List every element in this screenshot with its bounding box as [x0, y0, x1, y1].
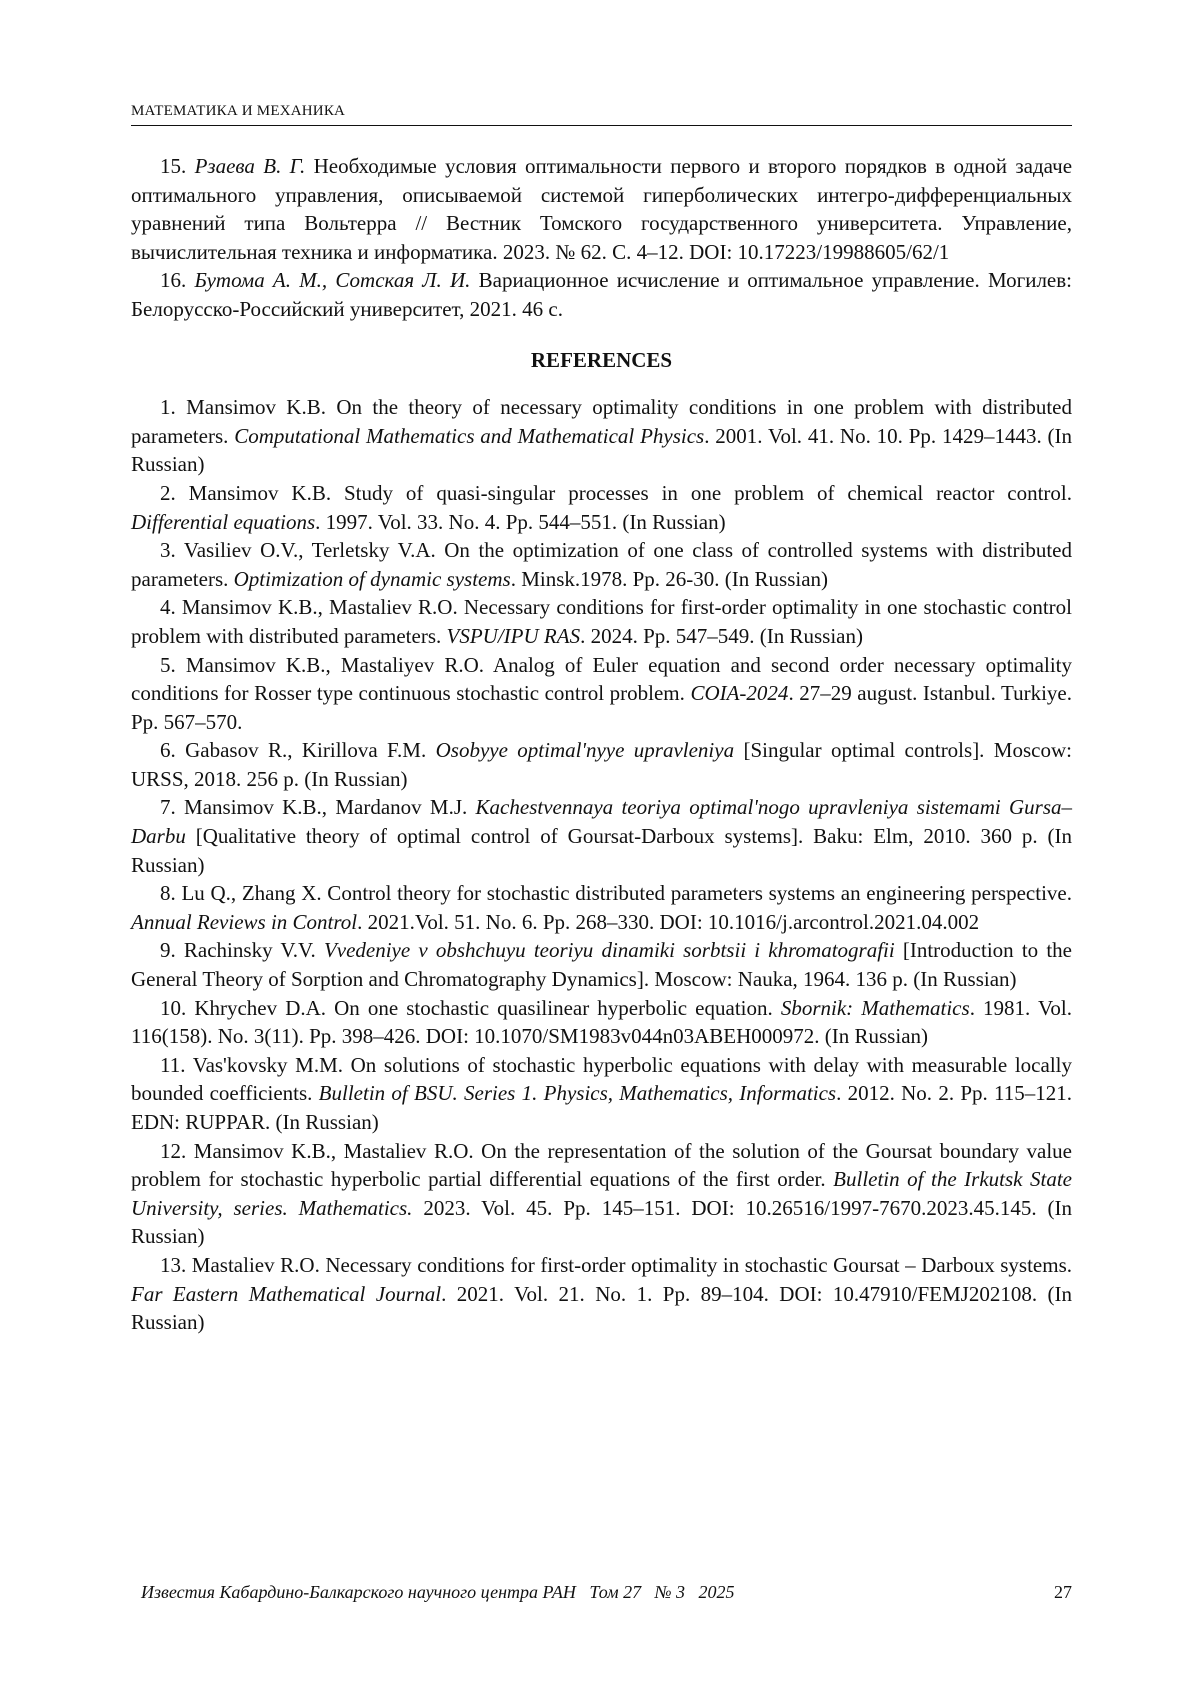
ref-source: Sbornik: Mathematics: [780, 995, 970, 1020]
ref-details: [Singular optimal controls]. Moscow: URSS, 2018. 256 p. (In Russian): [131, 738, 1072, 791]
reference-item: [131, 593, 1072, 650]
ref-number: 16.: [160, 268, 187, 293]
header-rule: [131, 125, 1072, 126]
ref-text: 2. Mansimov K.B. Study of quasi-singular processes in one problem of chemical reactor control.: [160, 480, 1072, 505]
ref-text: 9. Rachinsky V.V.: [160, 938, 324, 963]
ref-details: . 1981. Vol. 116(158). No. 3(11). Pp. 398–426. DOI: 10.1070/SM1983v044n03ABEH000972. (In Russian): [131, 995, 1072, 1049]
ref-authors: Рзаева В. Г.: [194, 154, 306, 178]
ref-text: Вариационное исчисление и оптимальное управление. Могилев: Белорусско-Российский университет, 2021. 46 с.: [131, 268, 1072, 321]
ref-details: [Introduction to the General Theory of Sorption and Chromatography Dynamics]. Moscow: Nauka, 1964. 136 p. (In Russian): [131, 938, 1072, 992]
ref-source: Annual Reviews in Control: [131, 909, 358, 934]
reference-item: [131, 736, 1072, 793]
reference-item: [131, 793, 1072, 879]
ref-details: . 2012. No. 2. Pp. 115–121. EDN: RUPPAR. (In Russian): [131, 1081, 1072, 1134]
page-number: 27: [1054, 1582, 1072, 1602]
ref-details: . 2021.Vol. 51. No. 6. Pp. 268–330. DOI: 10.1016/j.arcontrol.2021.04.002: [357, 909, 980, 934]
ref-source: Far Eastern Mathematical Journal: [131, 1281, 442, 1306]
ref-source: Osobyye optimal'nyye upravleniya: [435, 738, 735, 763]
ref-source: Kachestvennaya teoriya optimal'nogo upravleniya sistemami Gursa–Darbu: [131, 795, 1072, 849]
ref-source: Optimization of dynamic systems: [233, 566, 511, 591]
ref-details: . 2021. Vol. 21. No. 1. Pp. 89–104. DOI: 10.47910/FEMJ202108. (In Russian): [131, 1281, 1072, 1335]
ref-source: Vvedeniye v obshchuyu teoriyu dinamiki sorbtsii i khromatografii: [323, 938, 895, 963]
ref-text: 7. Mansimov K.B., Mardanov M.J.: [160, 795, 476, 820]
reference-item: [131, 1251, 1072, 1337]
ref-text: 13. Mastaliev R.O. Necessary conditions for first-order optimality in stochastic Goursat – Darboux systems.: [160, 1252, 1072, 1277]
reference-item: [131, 393, 1072, 479]
ref-source: Bulletin of the Irkutsk State University, series. Mathematics.: [131, 1167, 1072, 1220]
ref-text: Необходимые условия оптимальности первого и второго порядков в одной задаче оптимального управления, описываемой системой гиперболических интегро-дифференциальных уравнений типа Вольтерра // Вестник Томского государственного университета. Управление, вычислительная техника и информатика. 2023. № 62. С. 4–12. DOI: 10.17223/19988605/62/1: [131, 154, 1073, 264]
ref-text: 8. Lu Q., Zhang X. Control theory for stochastic distributed parameters systems an engineering perspective.: [160, 881, 1072, 906]
references-title: REFERENCES: [530, 347, 673, 372]
ref-text: 11. Vas'kovsky M.M. On solutions of stochastic hyperbolic equations with delay with measurable locally bounded coefficients.: [131, 1052, 1072, 1106]
ref-text: 5. Mansimov K.B., Mastaliyev R.O. Analog of Euler equation and second order necessary optimality conditions for Rosser type continuous stochastic control problem.: [131, 652, 1072, 706]
reference-item: [131, 936, 1072, 993]
ref-source: Differential equations: [131, 509, 316, 534]
ref-authors: Бутома А. М., Сотская Л. И.: [194, 268, 471, 293]
reference-item: [131, 1137, 1072, 1251]
ref-text: 6. Gabasov R., Kirillova F.M.: [160, 738, 436, 763]
ref-source: Computational Mathematics and Mathematical Physics: [234, 423, 705, 448]
ref-text: 4. Mansimov K.B., Mastaliev R.O. Necessary conditions for first-order optimality in one stochastic control problem with distributed parameters.: [131, 595, 1072, 648]
reference-item: [131, 479, 1072, 536]
ref-text: 3. Vasiliev O.V., Terletsky V.A. On the optimization of one class of controlled systems with distributed parameters.: [131, 538, 1072, 591]
reference-item: [131, 994, 1072, 1051]
ref-details: . 1997. Vol. 33. No. 4. Pp. 544–551. (In Russian): [315, 509, 726, 534]
running-header: МАТЕМАТИКА И МЕХАНИКА: [131, 103, 346, 119]
ref-source: COIA-2024: [690, 681, 789, 706]
ref-source: VSPU/IPU RAS: [446, 623, 581, 648]
ref-details: . Minsk.1978. Pp. 26-30. (In Russian): [510, 566, 829, 591]
ref-details: 2023. Vol. 45. Pp. 145–151. DOI: 10.26516/1997-7670.2023.45.145. (In Russian): [131, 1195, 1072, 1249]
page-content: [131, 152, 1072, 1337]
ref-details: [Qualitative theory of optimal control of Goursat-Darboux systems]. Baku: Elm, 2010. 360 p. (In Russian): [131, 824, 1072, 877]
running-footer: [141, 1582, 1072, 1603]
ref-source: Bulletin of BSU. Series 1. Physics, Mathematics, Informatics: [318, 1081, 837, 1106]
journal-title: Известия Кабардино-Балкарского научного центра РАН Том 27 № 3 2025: [141, 1582, 735, 1602]
reference-item: [131, 266, 1072, 323]
reference-item: [131, 651, 1072, 737]
ref-text: 12. Mansimov K.B., Mastaliev R.O. On the representation of the solution of the Goursat boundary value problem for stochastic hyperbolic partial differential equations of the first order.: [131, 1138, 1072, 1192]
reference-item: [131, 536, 1072, 593]
reference-item: [131, 879, 1072, 936]
ref-text: 10. Khrychev D.A. On one stochastic quasilinear hyperbolic equation.: [160, 995, 781, 1020]
reference-item: [131, 152, 1072, 266]
ref-number: 15.: [160, 154, 187, 178]
ref-details: . 2001. Vol. 41. No. 10. Pp. 1429–1443. (In Russian): [131, 423, 1072, 477]
reference-item: [131, 1051, 1072, 1137]
ref-text: 1. Mansimov K.B. On the theory of necessary optimality conditions in one problem with distributed parameters.: [131, 395, 1072, 448]
ref-details: . 27–29 august. Istanbul. Turkiye. Pp. 567–570.: [131, 681, 1072, 734]
ref-details: . 2024. Pp. 547–549. (In Russian): [580, 623, 863, 648]
